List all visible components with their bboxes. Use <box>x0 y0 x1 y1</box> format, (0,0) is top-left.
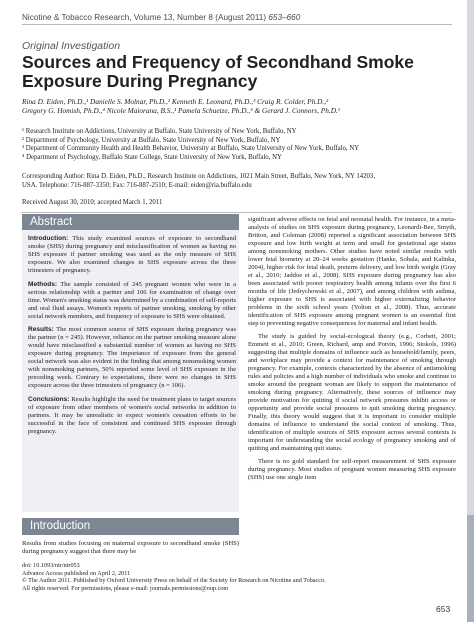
affiliation: ⁴ Department of Psychology, Buffalo State College, State University of New York, Buffalo, NY <box>22 153 282 161</box>
abstract-section-label: Methods: <box>28 280 58 288</box>
correspondence-line: Corresponding Author: Rina D. Eiden, Ph.D., Research Institute on Addictions, 1021 Main Street, Buffalo, New York, NY 14203, <box>22 173 376 180</box>
page-edge-accent <box>467 515 474 622</box>
body-paragraph: The study is guided by social-ecological theory (e.g., Corbett, 2001; Emmett et al., 2010; Green, Richard, amp and Potvin, 1996; Stokols, 1996) suggesting that multiple domains of influence such as household/family, peers, and workplace may provide a context for maintenance of smoking through pregnancy. For example, contexts characterized by the absence of antismoking rules and policies and a high number of individuals who smoke and continue to smoke around the pregnant woman are likely to support the maintenance of smoking during pregnancy. Alternatively, these sources of influence may provide motivation for quitting if social network pressures inhibit access or opportunity and provide social pressures to quit smoking during pregnancy. Finally, this theory would suggest that it is important to consider multiple domains of influence to understand the social context of smoking. Thus, identification of multiple sources of SHS exposure across several contexts is important for understanding the social ecology of pregnancy smoking and of quitting and maintaining quit status. <box>248 333 456 452</box>
author-list <box>22 97 462 116</box>
correspondence <box>22 173 462 190</box>
abstract-section-text: The sample consisted of 245 pregnant women who were in a serious relationship with a partner and 106 for examination of change over time. Women's smoking status was determined by a combination of self-reports and oral fluid assays. Women's reports of partner smoking, smoking by other social network members, and frequency of exposure to SHS were obtained. <box>28 280 236 320</box>
affiliations <box>22 128 462 162</box>
abstract-heading-text: Abstract <box>30 216 73 228</box>
abstract-section <box>28 326 236 390</box>
abstract-section-label: Conclusions: <box>28 395 70 403</box>
correspondence-line: USA. Telephone: 716-887-3350; Fax: 716-887-2510; E-mail: eiden@ria.buffalo.edu <box>22 181 252 189</box>
abstract-heading <box>22 214 239 230</box>
author-line: Rina D. Eiden, Ph.D.,¹ Danielle S. Molnar, Ph.D.,² Kenneth E. Leonard, Ph.D.,³ Craig R. Colder, Ph.D.,² <box>22 97 329 106</box>
copyright-line: © The Author 2011. Published by Oxford University Press on behalf of the Society for Research on Nicotine and Tobacco. <box>22 577 326 585</box>
introduction-heading <box>22 518 239 535</box>
introduction-heading-text: Introduction <box>30 520 91 532</box>
received-dates: Received August 30, 2010; accepted March 1, 2011 <box>22 199 163 206</box>
body-paragraph: There is no gold standard for self-report measurement of SHS exposure during pregnancy. Most studies of pregnant women measuring SHS exposure (SHS) use one single item <box>248 458 456 481</box>
abstract-section-text: The most common source of SHS exposure during pregnancy was the partner (n = 245). However, reliance on the partner smoking measure alone would have misclassified a substantial number of women as having no SHS exposure during pregnancy. The importance of exposure from the general social network was also evident in the finding that among nonsmoking women with nonsmoking partners, 50% reported some level of SHS exposure in the preceding week. Contrary to expectations, there were no changes in SHS exposure across the three trimesters of pregnancy (n = 106). <box>28 326 236 389</box>
header-divider <box>22 24 452 25</box>
abstract-section <box>28 235 236 275</box>
introduction-body <box>22 540 239 556</box>
page-range: 653–660 <box>268 13 301 22</box>
introduction-text: Results from studies focusing on maternal exposure to secondhand smoke (SHS) during pregnancy suggest that there may be <box>22 540 239 555</box>
abstract-section-label: Introduction: <box>28 235 69 242</box>
doi-line: doi: 10.1093/ntr/ntr053 <box>22 562 80 569</box>
abstract-section <box>28 396 236 436</box>
journal-citation: Nicotine & Tobacco Research, Volume 13, Number 8 (August 2011) <box>22 13 267 22</box>
article-title: Sources and Frequency of Secondhand Smoke Exposure During Pregnancy <box>22 52 414 91</box>
body-column-right <box>248 216 456 487</box>
author-line: Gregory G. Homish, Ph.D.,⁴ Nicole Maiorana, B.S.,¹ Pamela Schuetze, Ph.D.,⁵ & Gerard J. Connors, Ph.D.¹ <box>22 106 340 116</box>
doi-line: Advance Access published on April 2, 2011 <box>22 569 131 577</box>
copyright-line: All rights reserved. For permissions, please e-mail: journals.permissions@oup.com <box>22 584 229 592</box>
journal-header <box>22 13 300 22</box>
section-label: Original Investigation <box>22 40 121 52</box>
affiliation: ² Department of Psychology, University at Buffalo, State University of New York, Buffalo, NY <box>22 136 281 144</box>
abstract-section-text: This study examined sources of exposure to secondhand smoke (SHS) during pregnancy and misclassification of women as having no SHS exposure if partner smoking was used as the only measure of SHS exposure. We also examined changes in SHS exposure across the three trimesters of pregnancy. <box>28 235 236 274</box>
abstract-section-label: Results: <box>28 326 54 333</box>
page-number: 653 <box>436 604 451 614</box>
abstract-section-text: Results highlight the need for treatment plans to target sources of exposure from other members of women's social networks in addition to partners. It may be unrealistic to expect women's cessation efforts to be successful in the face of consistent and continued SHS exposure through pregnancy. <box>28 395 236 435</box>
abstract-section <box>28 281 236 321</box>
abstract-body <box>28 235 236 441</box>
front-matter-divider <box>22 212 452 213</box>
affiliation: ³ Department of Community Health and Health Behavior, University at Buffalo, State University of New York, Buffalo, NY <box>22 145 360 153</box>
doi-block <box>22 562 326 592</box>
body-paragraph: significant adverse effects on fetal and neonatal health. For instance, in a meta-analysis of studies on SHS exposure during pregnancy, Leonardi-Bee, Smyth, Britton, and Coleman (2008) reported a significant association between SHS exposure and low birth weight at term and small for gestational age status among nonsmoking mothers. Other studies have noted similar results with lower fetal biometry at 20–24 weeks gestation (Hanke, Sobala, and Kalinka, 2004), higher risk for fetal death, preterm delivery, and low birth weight (Gray et al., 2010; Jaddoe et al., 2008). SHS exposure during pregnancy has also been associated with poorer respiratory health among infants over the first 6 months of life (Jedrychowski et al., 2007), and among children with asthma, higher exposure to SHS is associated with higher externalizing behavior problems in the sixth school years (Yolton et al., 2008). Thus, accurate identification of SHS exposure among pregnant women is an essential first step to preventing negative consequences for maternal and infant health. <box>248 216 456 327</box>
affiliation: ¹ Research Institute on Addictions, University at Buffalo, State University of New York, Buffalo, NY <box>22 128 297 135</box>
